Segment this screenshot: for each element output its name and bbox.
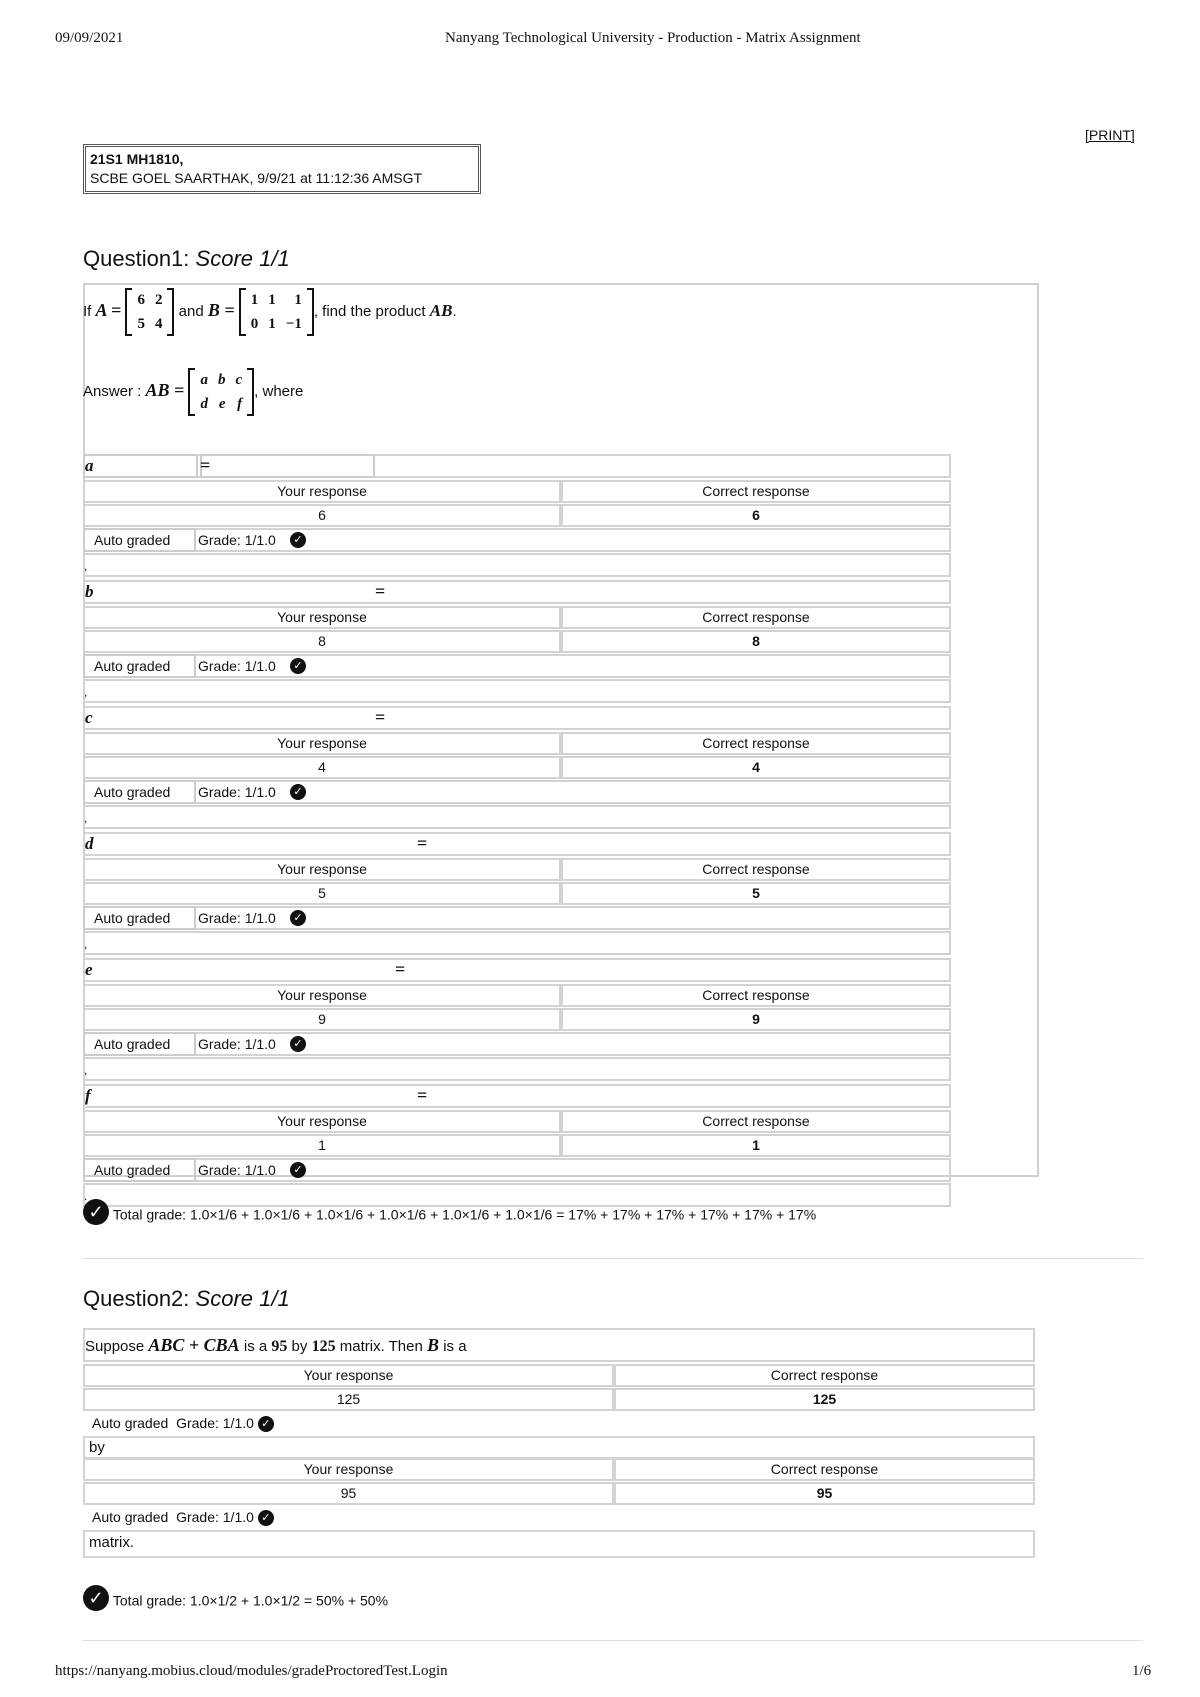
q2-prompt-125: 125 bbox=[311, 1338, 336, 1355]
q2-prompt-matrix-then: matrix. Then bbox=[339, 1338, 423, 1355]
q1-separator-row bbox=[83, 553, 951, 577]
auto-graded-label: Auto graded bbox=[94, 784, 171, 800]
q1-your-response-value: 4 bbox=[83, 756, 561, 779]
matrix-A-entry: 5 bbox=[137, 316, 145, 332]
q1-correct-response-header: Correct response bbox=[561, 480, 951, 503]
auto-graded-label: Auto graded bbox=[92, 1509, 169, 1525]
q1-separator-mark: , bbox=[84, 685, 88, 699]
q1-prompt-B: B = bbox=[207, 299, 235, 320]
grade-label: Grade: 1/1.0 bbox=[176, 1509, 254, 1525]
check-circle-icon: ✓ bbox=[83, 1199, 109, 1225]
q1-prompt-if: If bbox=[83, 302, 92, 320]
grade-label: Grade: 1/1.0 bbox=[198, 910, 276, 926]
q1-correct-response-header: Correct response bbox=[561, 984, 951, 1007]
question-divider bbox=[83, 1258, 1143, 1259]
q2-r1-correct-header: Correct response bbox=[614, 1364, 1035, 1387]
q2-r1-correct-value: 125 bbox=[614, 1388, 1035, 1411]
q2-prompt-isa2: is a bbox=[443, 1338, 467, 1355]
q2-total-grade: Total grade: 1.0×1/2 + 1.0×1/2 = 50% + 50% bbox=[112, 1592, 389, 1609]
check-circle-icon: ✓ bbox=[258, 1510, 274, 1526]
q1-prompt-AB: AB bbox=[429, 300, 453, 320]
page-header-title: Nanyang Technological University - Production - Matrix Assignment bbox=[445, 30, 861, 46]
footer-url: https://nanyang.mobius.cloud/modules/gradeProctoredTest.Login bbox=[55, 1663, 448, 1679]
q1-var-label: f bbox=[85, 1086, 91, 1105]
grade-label: Grade: 1/1.0 bbox=[198, 784, 276, 800]
q1-separator-mark: , bbox=[84, 1063, 88, 1077]
auto-graded-label: Auto graded bbox=[94, 1162, 171, 1178]
question-1-score: Score 1/1 bbox=[195, 246, 290, 271]
matrix-B-entry: 0 bbox=[250, 316, 259, 332]
matrix-B-entry: 1 bbox=[268, 316, 276, 332]
q2-r2-grade-row bbox=[92, 1509, 274, 1526]
q1-your-response-header: Your response bbox=[83, 480, 561, 503]
check-circle-icon: ✓ bbox=[290, 910, 306, 926]
q1-correct-response-value: 8 bbox=[561, 630, 951, 653]
grade-label: Grade: 1/1.0 bbox=[198, 1162, 276, 1178]
q1-correct-response-value: 9 bbox=[561, 1008, 951, 1031]
auto-graded-label: Auto graded bbox=[94, 1036, 171, 1052]
q1-correct-response-value: 5 bbox=[561, 882, 951, 905]
q1-equals: = bbox=[417, 1085, 428, 1105]
q2-r2-correct-value: 95 bbox=[614, 1482, 1035, 1505]
q1-equals: = bbox=[417, 833, 428, 853]
grade-label: Grade: 1/1.0 bbox=[198, 1036, 276, 1052]
q1-prompt-end: . bbox=[452, 302, 457, 320]
q2-r2-correct-header: Correct response bbox=[614, 1458, 1035, 1481]
q1-separator-mark: , bbox=[84, 811, 88, 825]
q1-equals: = bbox=[395, 959, 406, 979]
q2-by-text: by bbox=[83, 1436, 1035, 1459]
q1-separator-row bbox=[83, 1057, 951, 1081]
q1-your-response-header: Your response bbox=[83, 606, 561, 629]
matrix-B-entry: −1 bbox=[285, 316, 302, 332]
check-circle-icon: ✓ bbox=[290, 1162, 306, 1178]
q1-your-response-header: Your response bbox=[83, 858, 561, 881]
grade-label: Grade: 1/1.0 bbox=[176, 1415, 254, 1431]
q2-r1-grade-row bbox=[92, 1415, 274, 1432]
question-2-score: Score 1/1 bbox=[195, 1286, 290, 1311]
q2-r2-your-header: Your response bbox=[83, 1458, 614, 1481]
q1-answer-label: Answer : bbox=[83, 382, 142, 400]
q1-answer-line bbox=[83, 368, 303, 416]
q1-your-response-header: Your response bbox=[83, 984, 561, 1007]
q2-r1-your-value: 125 bbox=[83, 1388, 614, 1411]
print-link[interactable]: [PRINT] bbox=[1085, 127, 1135, 143]
q1-separator-mark: , bbox=[84, 937, 88, 951]
check-circle-icon: ✓ bbox=[83, 1585, 109, 1611]
check-circle-icon: ✓ bbox=[290, 532, 306, 548]
auto-graded-label: Auto graded bbox=[94, 658, 171, 674]
q1-your-response-value: 9 bbox=[83, 1008, 561, 1031]
q1-correct-response-value: 4 bbox=[561, 756, 951, 779]
auto-graded-label: Auto graded bbox=[94, 532, 171, 548]
footer-page-number: 1/6 bbox=[1132, 1663, 1152, 1679]
q1-var-row bbox=[83, 958, 951, 982]
matrix-B-entry: 1 bbox=[250, 292, 259, 308]
print-date: 09/09/2021 bbox=[55, 30, 124, 46]
matrix-answer-entry: f bbox=[237, 396, 243, 412]
auto-graded-label: Auto graded bbox=[94, 910, 171, 926]
q1-var-label: a bbox=[85, 456, 94, 475]
q1-your-response-value: 8 bbox=[83, 630, 561, 653]
q2-prompt-suppose: Suppose bbox=[85, 1338, 145, 1355]
q1-correct-response-header: Correct response bbox=[561, 606, 951, 629]
matrix-answer-entry: d bbox=[200, 396, 208, 412]
matrix-answer bbox=[188, 368, 254, 416]
q1-your-response-header: Your response bbox=[83, 1110, 561, 1133]
q1-var-label: d bbox=[85, 834, 94, 853]
q2-prompt-isa: is a bbox=[243, 1338, 268, 1355]
matrix-answer-entry: c bbox=[235, 372, 243, 388]
q1-var-label: c bbox=[85, 708, 93, 727]
grade-label: Grade: 1/1.0 bbox=[198, 532, 276, 548]
page-divider bbox=[83, 1640, 1143, 1641]
q1-correct-response-header: Correct response bbox=[561, 1110, 951, 1133]
q1-prompt-tail: , find the product bbox=[313, 302, 426, 320]
q2-r1-your-header: Your response bbox=[83, 1364, 614, 1387]
q1-your-response-value: 5 bbox=[83, 882, 561, 905]
q1-correct-response-value: 1 bbox=[561, 1134, 951, 1157]
q1-total-grade: Total grade: 1.0×1/6 + 1.0×1/6 + 1.0×1/6 + 1.0×1/6 + 1.0×1/6 + 1.0×1/6 = 17% + 17% + 17% + 17% + 17% + 17% bbox=[112, 1206, 817, 1223]
check-circle-icon: ✓ bbox=[258, 1416, 274, 1432]
q1-var-row bbox=[83, 1084, 951, 1108]
question-2-title: Question2 bbox=[83, 1286, 184, 1311]
q1-separator-row bbox=[83, 931, 951, 955]
matrix-A-entry: 6 bbox=[137, 292, 145, 308]
q1-your-response-value: 6 bbox=[83, 504, 561, 527]
q1-var-row bbox=[83, 706, 951, 730]
auto-graded-label: Auto graded bbox=[92, 1415, 169, 1431]
matrix-B-entry: 1 bbox=[294, 292, 302, 308]
course-code: 21S1 MH1810, bbox=[90, 151, 184, 167]
q1-separator-row bbox=[83, 679, 951, 703]
check-circle-icon: ✓ bbox=[290, 658, 306, 674]
check-circle-icon: ✓ bbox=[290, 784, 306, 800]
q2-total-grade-row bbox=[83, 1585, 388, 1611]
question-1-title: Question1 bbox=[83, 246, 184, 271]
q1-correct-response-value: 6 bbox=[561, 504, 951, 527]
check-circle-icon: ✓ bbox=[290, 1036, 306, 1052]
q1-var-eq-box bbox=[200, 454, 375, 478]
question-2-heading: Question2: Score 1/1 bbox=[83, 1286, 290, 1311]
q2-prompt-95: 95 bbox=[271, 1338, 288, 1355]
matrix-answer-entry: a bbox=[200, 372, 208, 388]
q1-prompt-A: A = bbox=[95, 299, 122, 320]
q1-var-label: b bbox=[85, 582, 94, 601]
matrix-A-entry: 4 bbox=[154, 316, 163, 332]
q2-r2-your-value: 95 bbox=[83, 1482, 614, 1505]
q1-answer-tail: , where bbox=[254, 382, 304, 400]
matrix-B-entry: 1 bbox=[268, 292, 276, 308]
q1-prompt bbox=[83, 288, 457, 336]
q1-correct-response-header: Correct response bbox=[561, 732, 951, 755]
matrix-A bbox=[125, 288, 174, 336]
q1-equals: = bbox=[375, 707, 386, 727]
matrix-answer-entry: e bbox=[218, 396, 226, 412]
q1-equals: = bbox=[375, 581, 386, 601]
q1-equals: = bbox=[200, 455, 211, 475]
q1-var-label-box bbox=[83, 454, 198, 478]
matrix-A-entry: 2 bbox=[154, 292, 163, 308]
grade-label: Grade: 1/1.0 bbox=[198, 658, 276, 674]
student-info: SCBE GOEL SAARTHAK, 9/9/21 at 11:12:36 AMSGT bbox=[90, 170, 423, 186]
q1-separator-mark: , bbox=[84, 559, 88, 573]
matrix-answer-entry: b bbox=[217, 372, 226, 388]
q1-separator-mark: . bbox=[84, 1189, 88, 1203]
q2-prompt bbox=[83, 1328, 1035, 1362]
q1-var-row bbox=[83, 580, 951, 604]
q2-prompt-B: B bbox=[427, 1335, 440, 1355]
q1-your-response-value: 1 bbox=[83, 1134, 561, 1157]
q1-total-grade-row bbox=[83, 1199, 816, 1225]
q2-matrix-text: matrix. bbox=[83, 1530, 1035, 1558]
q1-var-label: e bbox=[85, 960, 93, 979]
question-1-heading: Question1: Score 1/1 bbox=[83, 246, 290, 271]
q1-var-row bbox=[83, 832, 951, 856]
q1-prompt-and: and bbox=[178, 302, 204, 320]
matrix-B bbox=[239, 288, 314, 336]
course-info-box bbox=[83, 144, 481, 194]
q1-answer-AB: AB = bbox=[145, 379, 185, 400]
q2-prompt-by: by bbox=[291, 1338, 308, 1355]
q1-separator-row bbox=[83, 805, 951, 829]
q1-your-response-header: Your response bbox=[83, 732, 561, 755]
q1-correct-response-header: Correct response bbox=[561, 858, 951, 881]
q2-prompt-expr: ABC + CBA bbox=[148, 1335, 240, 1355]
